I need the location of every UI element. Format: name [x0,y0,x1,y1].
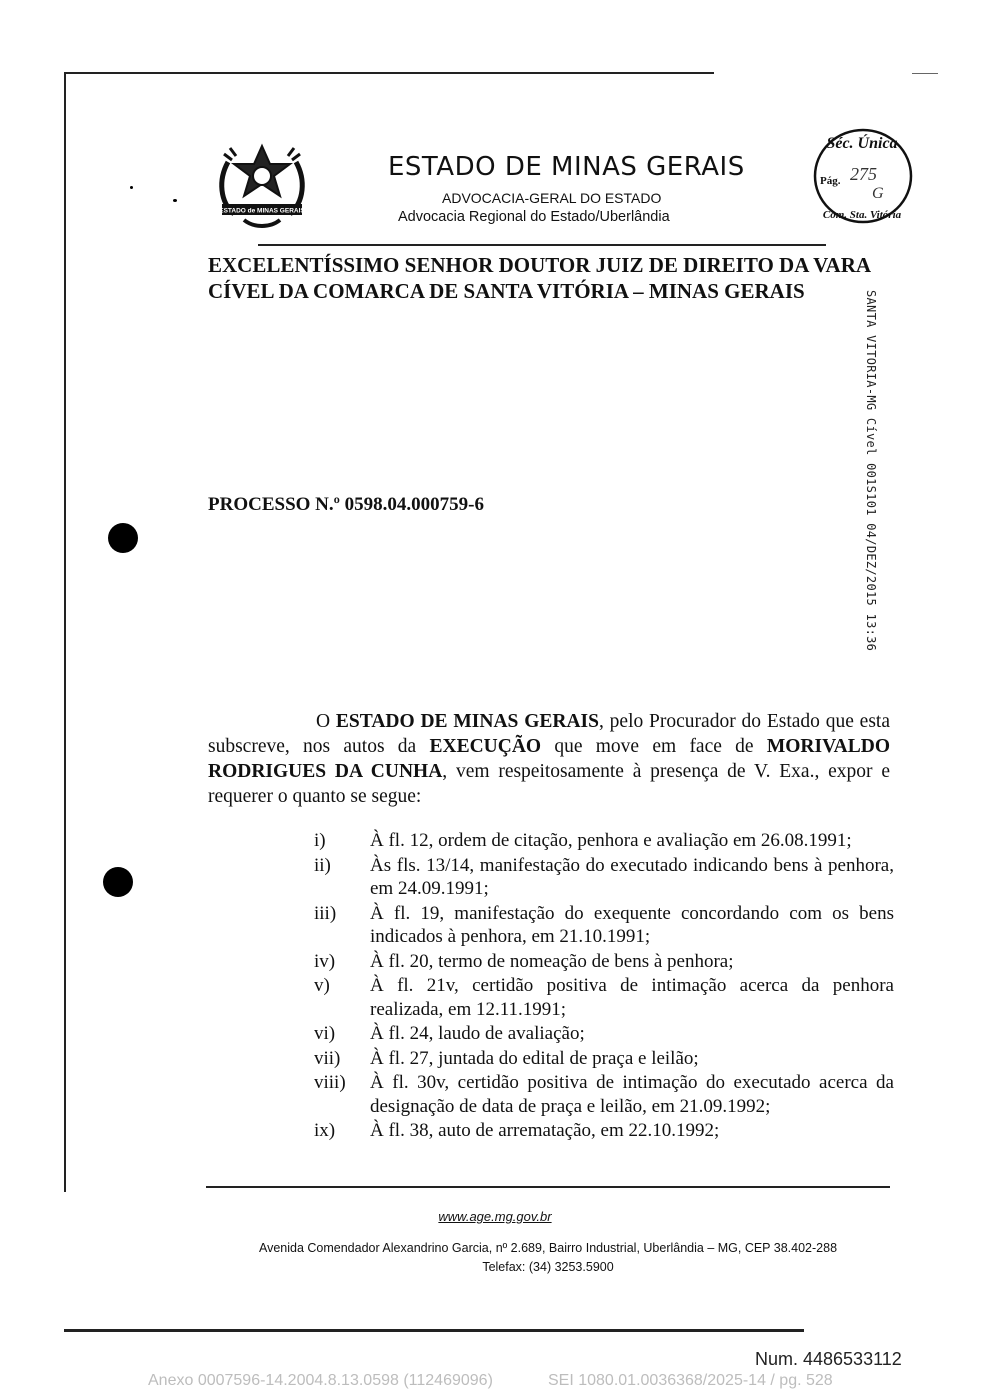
addressee-line: EXCELENTÍSSIMO SENHOR DOUTOR JUIZ DE DIREITO DA VARA [208,253,872,277]
list-item-number: viii) [314,1072,346,1093]
list-item [314,1022,894,1046]
intro-bold-defendant: MORIVALDO RODRIGUES DA CUNHA [208,736,890,782]
seal-sub-text: G [872,185,884,202]
sei-reference: SEI 1080.01.0036368/2025-14 / pg. 528 [548,1372,833,1389]
list-item-text: À fl. 30v, certidão positiva de intimação do executado acerca da designação de data de praça e leilão, em 21.09.1992; [370,1072,894,1117]
footer-phone: Telefax: (34) 3253.5900 [482,1260,614,1274]
frame-top-dash [912,73,938,74]
seal-bottom-text: Com. Sta. Vitória [822,209,902,221]
list-item-number: ii) [314,854,331,876]
seal-top-text: Séc. Única [826,135,898,152]
document-number: Num. 4486533112 [755,1349,902,1369]
intro-text: , vem respeitosamente à presença de V. Exa., expor e requerer o quanto se segue: [208,761,890,807]
list-item [314,1047,894,1071]
list-item-number: ix) [314,1120,336,1141]
list-item-number: i) [314,830,326,851]
frame-top-rule [64,72,714,74]
intro-text: , pelo Procurador do Estado que esta subscreve, nos autos da [208,711,890,757]
frame-left-rule [64,72,66,1192]
intro-bold-action: EXECUÇÃO [429,736,542,757]
list-item [314,1071,894,1118]
intro-text: O [316,711,336,732]
list-item-text: Às fls. 13/14, manifestação do executado indicando bens à penhora, em 24.09.1991; [370,854,894,899]
list-item [314,854,894,901]
intro-bold-party: ESTADO DE MINAS GERAIS [335,711,599,732]
regional-office: Advocacia Regional do Estado/Uberlândia [398,209,670,225]
intro-paragraph [208,709,890,809]
coat-of-arms-icon [214,140,310,232]
list-item-text: À fl. 20, termo de nomeação de bens à penhora; [370,950,734,972]
list-item-number: iii) [314,902,337,924]
protocol-stamp [864,290,890,660]
crest-band-text: ESTADO de MINAS GERAIS [219,207,305,215]
seal-page-number: 275 [850,164,877,184]
speck-dot [173,199,177,202]
list-item-text: À fl. 21v, certidão positiva de intimação acerca da penhora realizada, em 12.11.1991; [370,975,894,1020]
list-item-text: À fl. 24, laudo de avaliação; [370,1023,585,1044]
punch-hole-dot [108,523,138,553]
seal-page-label: Pág. [820,175,841,187]
intro-text: que move em face de [541,736,767,757]
list-item-number: vi) [314,1023,336,1044]
list-item [314,1119,894,1143]
registry-seal-icon [812,126,914,226]
list-item-text: À fl. 27, juntada do edital de praça e leilão; [370,1047,699,1069]
footer-website-link[interactable]: www.age.mg.gov.br [438,1209,552,1224]
list-item-number: vii) [314,1047,341,1069]
list-item-number: v) [314,975,330,996]
agency-name: ADVOCACIA-GERAL DO ESTADO [442,190,662,206]
addressee-line: CÍVEL DA COMARCA DE SANTA VITÓRIA – MINAS GERAIS [208,279,805,303]
list-item [314,974,894,1021]
header-divider [258,244,826,246]
list-item-text: À fl. 19, manifestação do exequente concordando com os bens indicados à penhora, em 21.10.1991; [370,902,894,947]
list-item-text: À fl. 12, ordem de citação, penhora e avaliação em 26.08.1991; [370,830,852,851]
protocol-stamp-text: SANTA VITORIA-MG Cível 001S101 04/DEZ/2015 13:36 [864,290,878,652]
punch-hole-dot [103,867,133,897]
page-title: ESTADO DE MINAS GERAIS [388,152,745,182]
frame-bottom-rule [64,1329,804,1332]
list-item [314,950,894,974]
case-number: PROCESSO N.º 0598.04.000759-6 [208,494,484,515]
footer-divider [206,1186,890,1188]
list-item [314,829,894,853]
addressee-block [208,252,898,304]
events-list [314,829,894,1144]
list-item-text: À fl. 38, auto de arrematação, em 22.10.1992; [370,1120,720,1141]
annex-reference: Anexo 0007596-14.2004.8.13.0598 (112469096) [148,1372,493,1389]
list-item-number: iv) [314,950,336,972]
speck-dot [130,186,133,189]
list-item [314,902,894,949]
footer-address: Avenida Comendador Alexandrino Garcia, nº 2.689, Bairro Industrial, Uberlândia – MG, CEP 38.402-288 [258,1241,838,1255]
